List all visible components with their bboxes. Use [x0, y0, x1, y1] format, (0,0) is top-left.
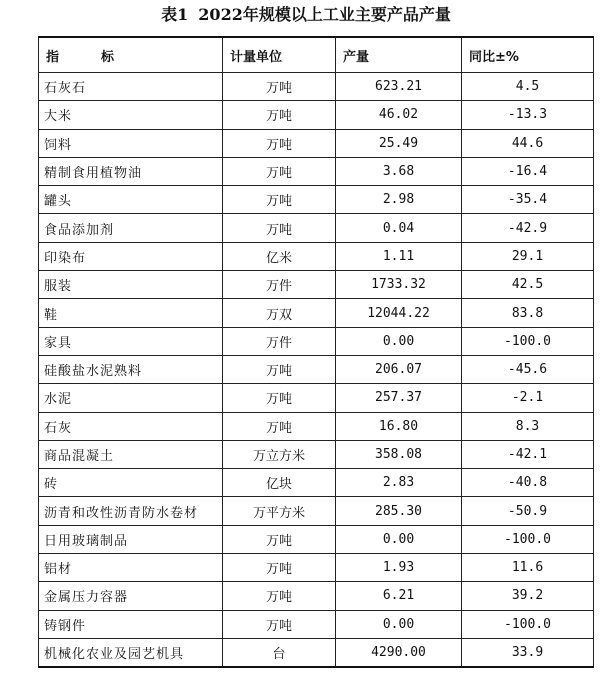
- output-cell: 6.21: [336, 582, 462, 610]
- unit-cell: 万吨: [223, 355, 336, 383]
- table-row: [39, 440, 594, 468]
- table-row: [39, 469, 594, 497]
- output-cell: 285.30: [336, 497, 462, 525]
- unit-cell: 万吨: [223, 610, 336, 638]
- unit-cell: 万吨: [223, 384, 336, 412]
- unit-cell: 万吨: [223, 582, 336, 610]
- product-name-cell: 鞋: [39, 299, 223, 327]
- yoy-cell: -100.0: [462, 327, 594, 355]
- unit-cell: 亿块: [223, 469, 336, 497]
- output-cell: 2.83: [336, 469, 462, 497]
- yoy-cell: -42.9: [462, 214, 594, 242]
- product-name-cell: 大米: [39, 101, 223, 129]
- yoy-cell: -16.4: [462, 157, 594, 185]
- yoy-cell: 33.9: [462, 638, 594, 667]
- unit-cell: 万吨: [223, 525, 336, 553]
- table-row: [39, 412, 594, 440]
- yoy-cell: -42.1: [462, 440, 594, 468]
- unit-cell: 万吨: [223, 73, 336, 101]
- table-row: [39, 214, 594, 242]
- output-cell: 25.49: [336, 129, 462, 157]
- header-unit: 计量单位: [223, 37, 336, 73]
- yoy-cell: -13.3: [462, 101, 594, 129]
- yoy-cell: 4.5: [462, 73, 594, 101]
- output-cell: 0.04: [336, 214, 462, 242]
- product-name-cell: 铸钢件: [39, 610, 223, 638]
- table-row: [39, 327, 594, 355]
- product-name-cell: 机械化农业及园艺机具: [39, 638, 223, 667]
- product-name-cell: 沥青和改性沥青防水卷材: [39, 497, 223, 525]
- table-row: [39, 554, 594, 582]
- product-name-cell: 家具: [39, 327, 223, 355]
- table-title-text: 2022年规模以上工业主要产品产量: [198, 5, 451, 24]
- yoy-cell: -45.6: [462, 355, 594, 383]
- output-cell: 257.37: [336, 384, 462, 412]
- output-cell: 0.00: [336, 327, 462, 355]
- unit-cell: 万件: [223, 271, 336, 299]
- product-name-cell: 硅酸盐水泥熟料: [39, 355, 223, 383]
- yoy-cell: 83.8: [462, 299, 594, 327]
- header-output: 产量: [336, 37, 462, 73]
- table-title: [0, 4, 612, 26]
- output-cell: 4290.00: [336, 638, 462, 667]
- table-row: [39, 582, 594, 610]
- unit-cell: 万双: [223, 299, 336, 327]
- product-name-cell: 石灰石: [39, 73, 223, 101]
- unit-cell: 万吨: [223, 412, 336, 440]
- yoy-cell: -50.9: [462, 497, 594, 525]
- output-cell: 358.08: [336, 440, 462, 468]
- unit-cell: 万吨: [223, 554, 336, 582]
- header-indicator-b: 标: [101, 49, 117, 65]
- unit-cell: 万件: [223, 327, 336, 355]
- table-row: [39, 186, 594, 214]
- table-row: [39, 610, 594, 638]
- unit-cell: 台: [223, 638, 336, 667]
- unit-cell: 万立方米: [223, 440, 336, 468]
- product-name-cell: 砖: [39, 469, 223, 497]
- product-name-cell: 饲料: [39, 129, 223, 157]
- yoy-cell: -40.8: [462, 469, 594, 497]
- table-number: 表1: [161, 5, 189, 24]
- product-name-cell: 罐头: [39, 186, 223, 214]
- yoy-cell: -2.1: [462, 384, 594, 412]
- output-cell: 2.98: [336, 186, 462, 214]
- product-name-cell: 印染布: [39, 242, 223, 270]
- product-name-cell: 服装: [39, 271, 223, 299]
- table-row: [39, 101, 594, 129]
- product-name-cell: 商品混凝土: [39, 440, 223, 468]
- product-name-cell: 铝材: [39, 554, 223, 582]
- yoy-cell: 42.5: [462, 271, 594, 299]
- product-name-cell: 日用玻璃制品: [39, 525, 223, 553]
- table-row: [39, 73, 594, 101]
- table-row: [39, 497, 594, 525]
- table-row: [39, 299, 594, 327]
- table-row: [39, 384, 594, 412]
- output-cell: 1.11: [336, 242, 462, 270]
- unit-cell: 万吨: [223, 214, 336, 242]
- product-name-cell: 石灰: [39, 412, 223, 440]
- output-cell: 623.21: [336, 73, 462, 101]
- output-cell: 3.68: [336, 157, 462, 185]
- output-cell: 0.00: [336, 525, 462, 553]
- yoy-cell: -100.0: [462, 610, 594, 638]
- table-row: [39, 355, 594, 383]
- header-indicator: [39, 37, 223, 73]
- header-indicator-a: 指: [46, 49, 62, 65]
- unit-cell: 万吨: [223, 186, 336, 214]
- output-cell: 1.93: [336, 554, 462, 582]
- yoy-cell: 39.2: [462, 582, 594, 610]
- product-name-cell: 食品添加剂: [39, 214, 223, 242]
- table-row: [39, 525, 594, 553]
- yoy-cell: -35.4: [462, 186, 594, 214]
- yoy-cell: 8.3: [462, 412, 594, 440]
- unit-cell: 万吨: [223, 129, 336, 157]
- table-row: [39, 129, 594, 157]
- table-row: [39, 242, 594, 270]
- table-row: [39, 271, 594, 299]
- yoy-cell: 11.6: [462, 554, 594, 582]
- yoy-cell: 44.6: [462, 129, 594, 157]
- output-cell: 12044.22: [336, 299, 462, 327]
- product-name-cell: 水泥: [39, 384, 223, 412]
- table-row: [39, 157, 594, 185]
- unit-cell: 亿米: [223, 242, 336, 270]
- unit-cell: 万吨: [223, 157, 336, 185]
- header-yoy: 同比±%: [462, 37, 594, 73]
- unit-cell: 万吨: [223, 101, 336, 129]
- output-cell: 16.80: [336, 412, 462, 440]
- header-row: [39, 37, 594, 73]
- yoy-cell: 29.1: [462, 242, 594, 270]
- output-cell: 206.07: [336, 355, 462, 383]
- output-cell: 46.02: [336, 101, 462, 129]
- table-row: [39, 638, 594, 667]
- unit-cell: 万平方米: [223, 497, 336, 525]
- product-name-cell: 金属压力容器: [39, 582, 223, 610]
- product-name-cell: 精制食用植物油: [39, 157, 223, 185]
- output-cell: 1733.32: [336, 271, 462, 299]
- output-cell: 0.00: [336, 610, 462, 638]
- yoy-cell: -100.0: [462, 525, 594, 553]
- production-table: [38, 36, 594, 668]
